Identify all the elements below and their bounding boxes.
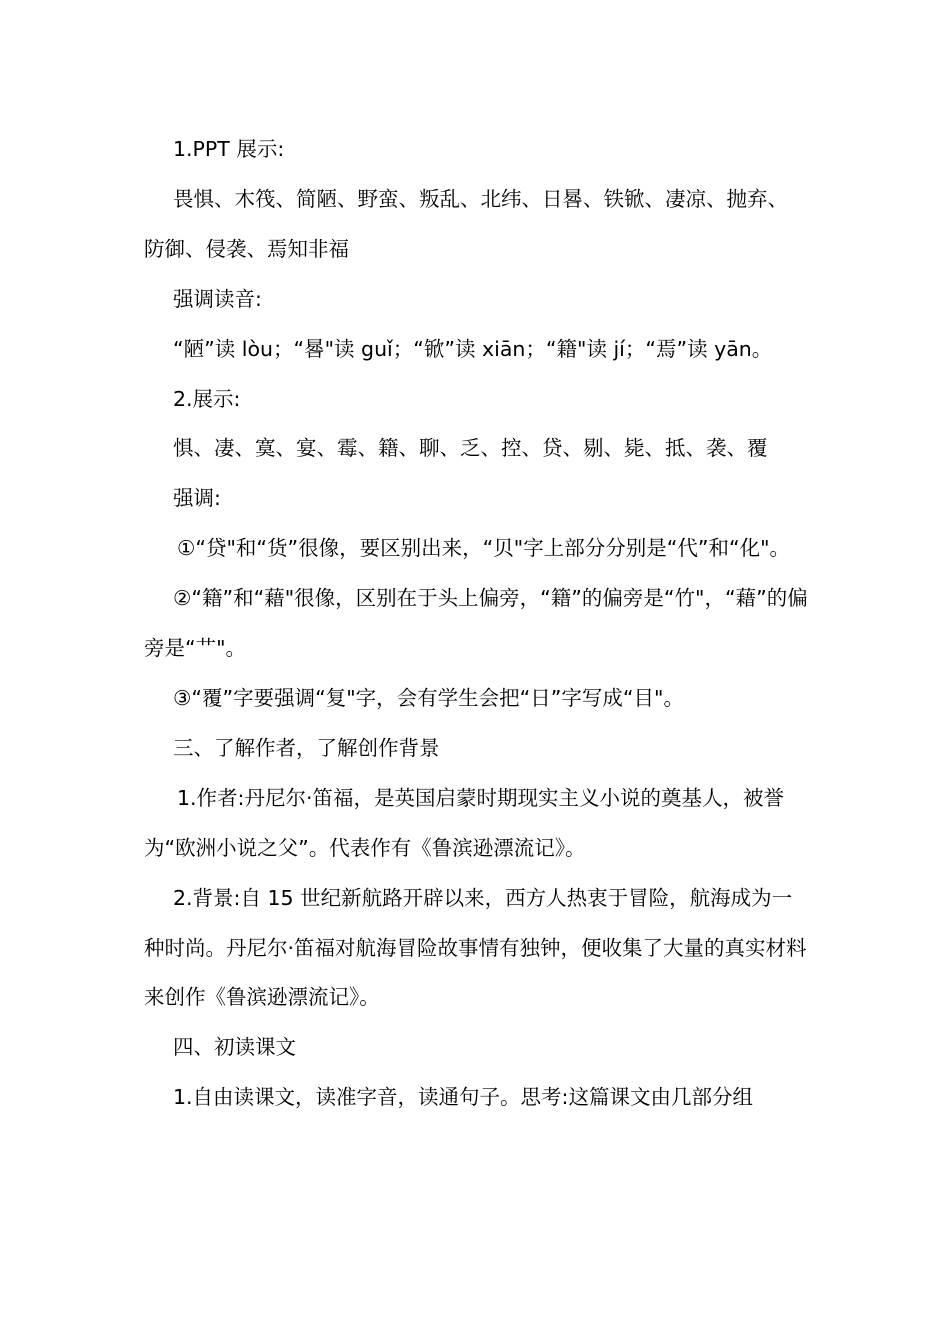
display-heading-2: 2.展示: bbox=[173, 386, 241, 411]
ppt-display-heading: 1.PPT 展示: bbox=[173, 137, 285, 161]
first-reading-task: 1.自由读课文，读准字音，读通句子。思考:这篇课文由几部分组 bbox=[173, 1085, 753, 1110]
author-paragraph: 1.作者:丹尼尔·笛福，是英国启蒙时期现实主义小说的奠基人，被誉为“欧洲小说之父”。代表作有《鲁滨逊漂流记》。 bbox=[144, 785, 784, 860]
pronunciation-heading: 强调读音: bbox=[173, 286, 262, 311]
vocabulary-list-1: 畏惧、木筏、简陋、野蛮、叛乱、北纬、日晷、铁锨、凄凉、抛弃、防御、侵袭、焉知非福 bbox=[144, 186, 788, 261]
pronunciation-notes: “陋”读 lòu；“晷"读 guǐ；“锨”读 xiān；“籍"读 jí；“焉”读 yān。 bbox=[173, 336, 773, 361]
emphasis-note-3: ③“覆”字要强调“复"字，会有学生会把“日”字写成“目"。 bbox=[173, 685, 684, 710]
emphasis-note-1: ①“贷"和“货”很像，要区别出来，“贝"字上部分分别是“代”和“化"。 bbox=[177, 536, 791, 561]
section-heading-first-reading: 四、初读课文 bbox=[173, 1035, 296, 1060]
background-paragraph: 2.背景:自 15 世纪新航路开辟以来，西方人热衷于冒险，航海成为一种时尚。丹尼尔·笛福对航海冒险故事情有独钟，便收集了大量的真实材料来创作《鲁滨逊漂流记》。 bbox=[144, 885, 807, 1010]
emphasis-heading: 强调: bbox=[173, 486, 221, 511]
document-body bbox=[144, 125, 808, 1123]
vocabulary-list-2: 惧、凄、寞、宴、霉、籍、聊、乏、控、贷、剔、毙、抵、袭、覆 bbox=[173, 436, 768, 461]
emphasis-note-2: ②“籍”和“藉"很像，区别在于头上偏旁，“籍”的偏旁是“竹"，“藉”的偏旁是“艹"。 bbox=[144, 586, 808, 661]
section-heading-author: 三、了解作者，了解创作背景 bbox=[173, 735, 440, 760]
